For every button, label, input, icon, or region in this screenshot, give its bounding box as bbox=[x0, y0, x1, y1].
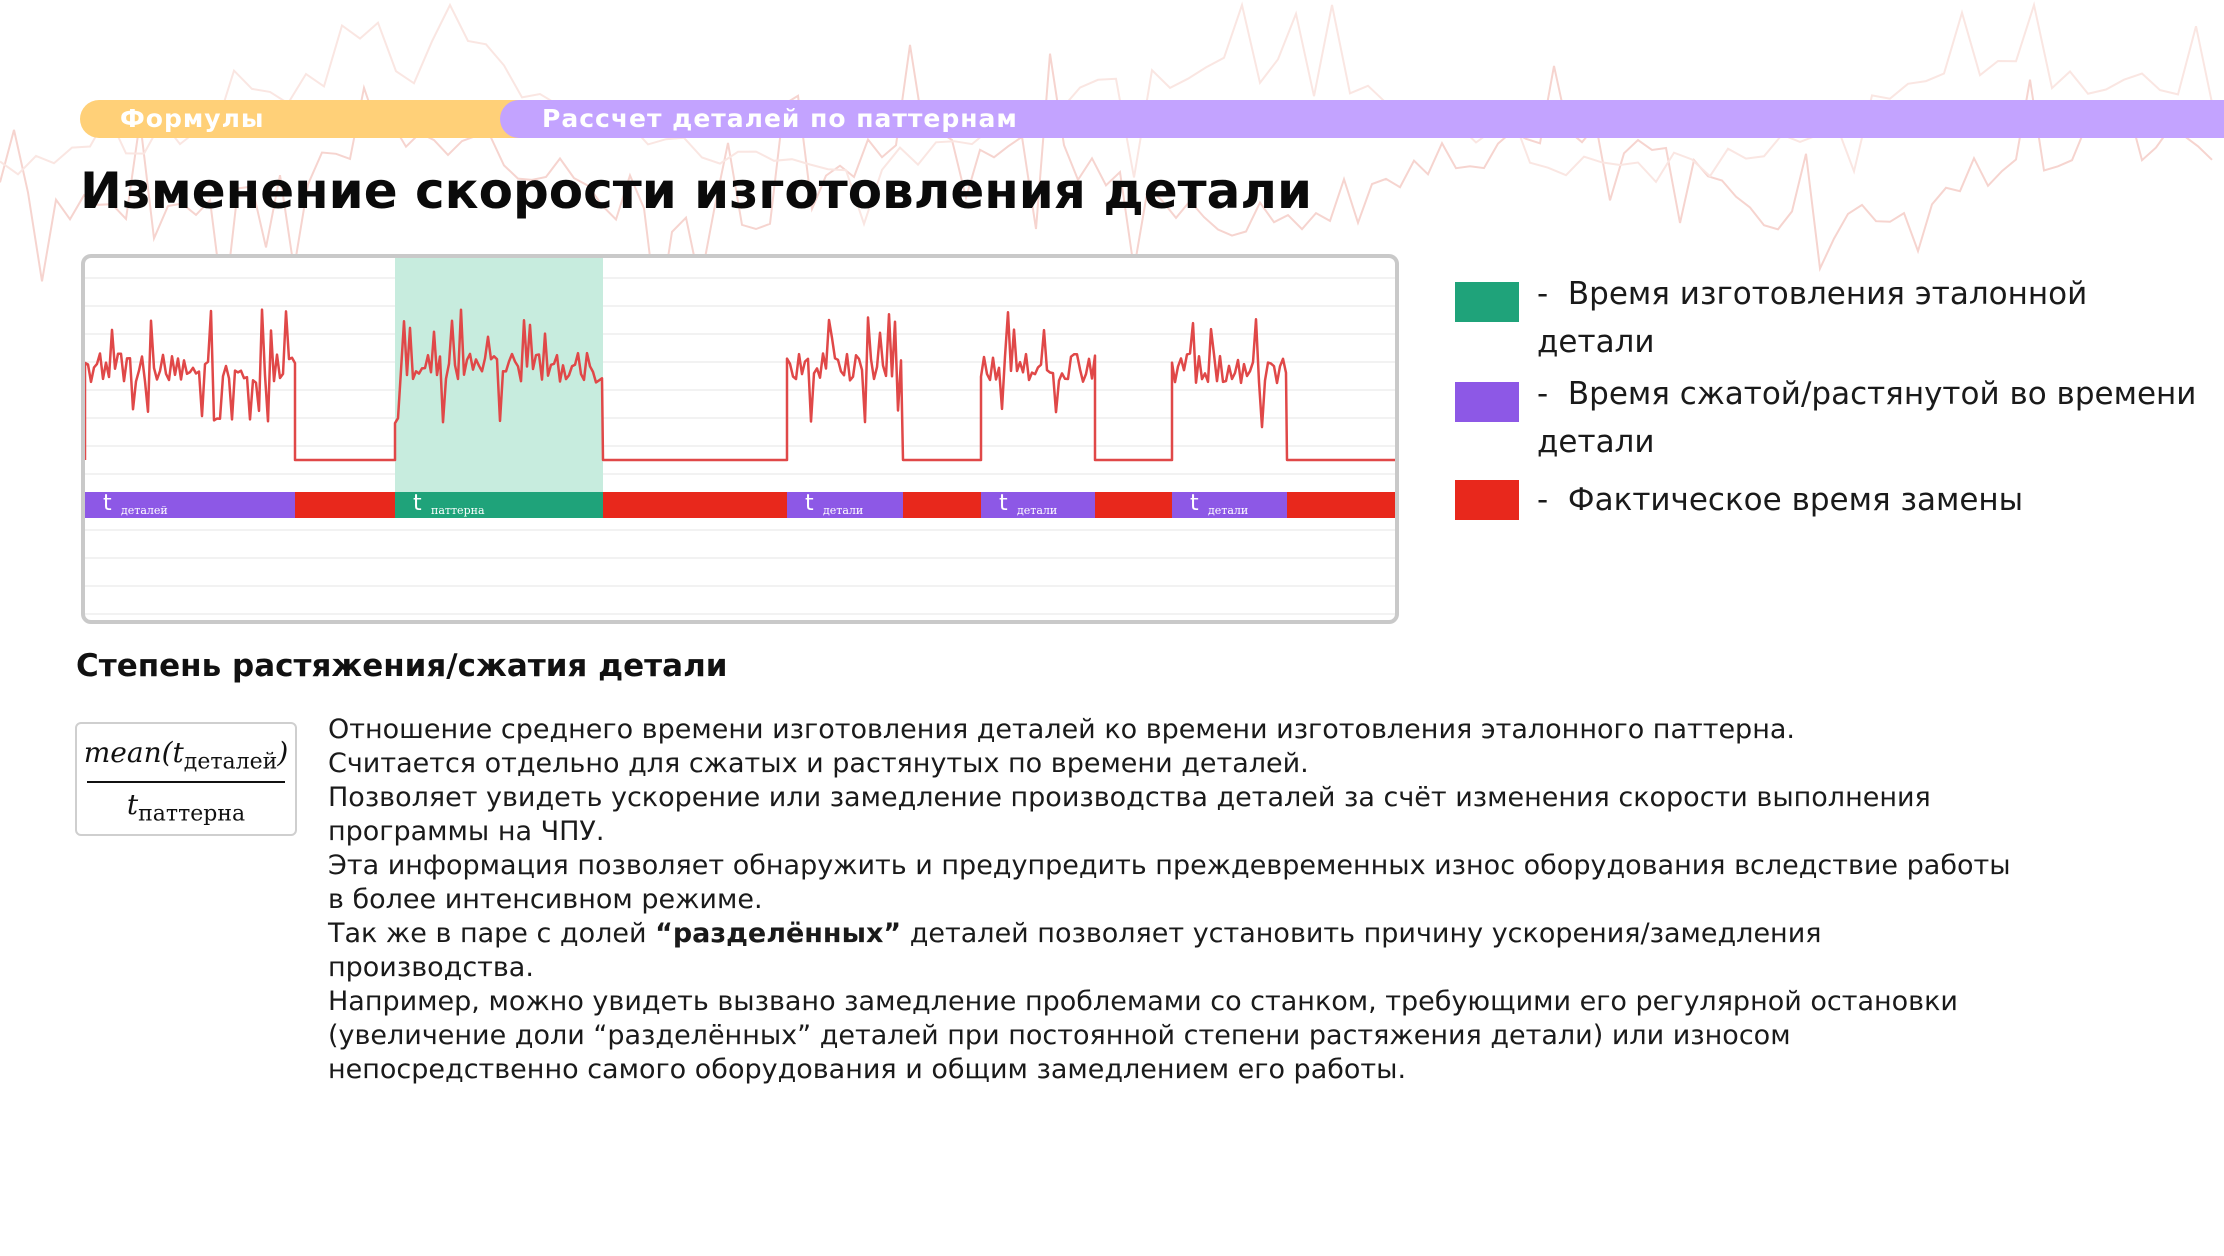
legend-swatch-purple bbox=[1455, 382, 1519, 422]
svg-text:детали: детали bbox=[823, 504, 864, 517]
breadcrumb-subsection-label: Рассчет деталей по паттернам bbox=[542, 104, 1018, 133]
svg-text:t: t bbox=[103, 491, 112, 516]
description-line: Эта информация позволяет обнаружить и предупредить преждевременных износ оборудования вследствие работы в более интенсивном режиме. bbox=[328, 850, 2011, 915]
svg-text:t: t bbox=[1190, 491, 1199, 516]
legend-swatch-green bbox=[1455, 282, 1519, 322]
svg-text:деталей: деталей bbox=[121, 504, 168, 517]
section-heading: Степень растяжения/сжатия детали bbox=[76, 648, 728, 684]
legend-swatch-red bbox=[1455, 480, 1519, 520]
formula-denominator: $t_{паттерна}$ bbox=[126, 788, 246, 827]
formula-numerator: $mean(t_{деталей})$ bbox=[83, 736, 289, 775]
svg-text:t: t bbox=[805, 491, 814, 516]
formula-fraction-line bbox=[87, 781, 285, 783]
signal-chart bbox=[85, 258, 1395, 620]
legend-text-replacement: - Фактическое время замены bbox=[1537, 482, 2024, 518]
description-text bbox=[328, 713, 2028, 1087]
description-line: Позволяет увидеть ускорение или замедление производства деталей за счёт изменения скорости выполнения программы на ЧПУ. bbox=[328, 782, 1931, 847]
description-line: Считается отдельно для сжатых и растянутых по времени деталей. bbox=[328, 748, 1309, 779]
formula-box bbox=[75, 722, 297, 836]
signal-chart-frame bbox=[81, 254, 1399, 624]
legend-text-stretched: - Время сжатой/растянутой во времени детали bbox=[1537, 376, 2197, 460]
svg-text:t: t bbox=[999, 491, 1008, 516]
breadcrumb-section-label: Формулы bbox=[120, 104, 265, 133]
svg-text:t: t bbox=[413, 491, 422, 516]
svg-text:паттерна: паттерна bbox=[431, 504, 485, 517]
description-line: Так же в паре с долей “разделённых” деталей позволяет установить причину ускорения/замедления производства. bbox=[328, 918, 1822, 983]
svg-text:детали: детали bbox=[1017, 504, 1058, 517]
description-line: Например, можно увидеть вызвано замедление проблемами со станком, требующими его регулярной остановки (увеличение доли “разделённых” деталей при постоянной степени растяжения детали) или износом непосредственно самого оборудования и общим замедлением его работы. bbox=[328, 986, 1958, 1085]
svg-text:детали: детали bbox=[1208, 504, 1249, 517]
description-line: Отношение среднего времени изготовления деталей ко времени изготовления эталонного паттерна. bbox=[328, 714, 1795, 745]
breadcrumb bbox=[80, 100, 2224, 138]
legend-text-reference: - Время изготовления эталонной детали bbox=[1537, 276, 2088, 360]
page-title: Изменение скорости изготовления детали bbox=[80, 162, 1312, 220]
